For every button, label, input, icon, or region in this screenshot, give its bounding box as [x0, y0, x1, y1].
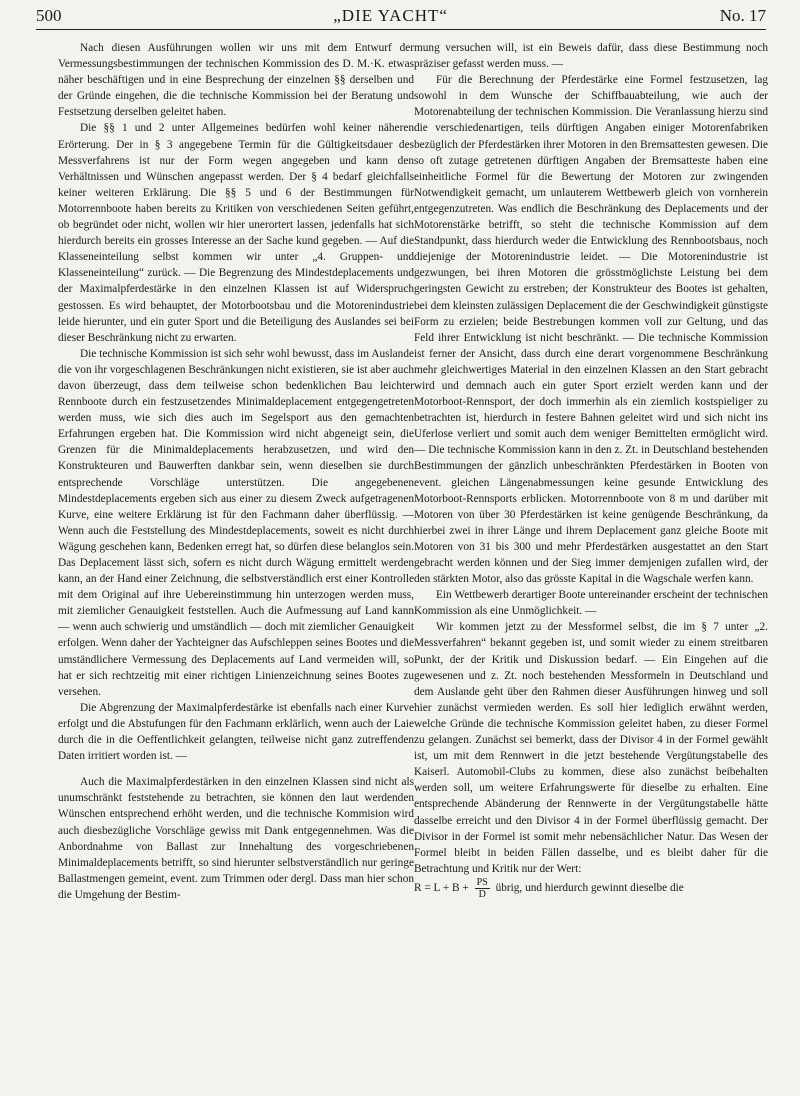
paragraph: Auch die Maximalpferdestärken in den einzelnen Klassen sind nicht als unumschränkt feststehende zu betrachten, sie können den laut werdenden Wünschen entsprechend erhöht werden, und die technische Kommision wird auch diesbezügliche Vorschläge gewiss mit Dank entgegennehmen. Was die Anbordnahme von Ballast zur Innehaltung des vorgeschriebenen Minimaldeplacements betrifft, so sind hierunter selbstverständlich nur geringe Ballastmengen gemeint, event. zum Trimmen oder dergl. Dass man hier schon die Umgehung der Bestim- [58, 776, 414, 901]
paragraph: Die §§ 1 und 2 unter Allgemeines bedürfen wohl keiner näheren Erörterung. Der in § 3 angegebene Termin für die Gültigkeitsdauer des Messverfahrens ist nur der Form wegen angegeben und kann den Verhältnissen und Wünschen angepasst werden. Der § 4 bedarf gleichfalls keiner weiteren Erklärung. Die §§ 5 und 6 der Bestimmungen für Motorrennboote haben bereits zu Kritiken von verschiedenen Seiten geführt, ob begründet oder nicht, wollen wir hier unerortert lassen, jedenfalls hat sich hierdurch bereits ein grosses Interesse an der Sache kund gegeben. — Auf die Klasseneinteilung selbst kommen wir unter „4. Gruppen- und Klasseneinteilung“ zurück. — Die Begrenzung des Mindestdeplacements und der Maximalpferdestärke in den einzelnen Klassen ist auf Widerspruch gestossen. Es wird behauptet, der Motorbootsbau und die Motorenindustrie leide hierunter, und ein guter Sport und die Beteiligung des Auslandes sei bei dieser Beschränkung nicht zu erwarten. [58, 122, 414, 344]
right-column [414, 40, 768, 900]
left-column [58, 40, 414, 903]
paragraph: Die Abgrenzung der Maximalpferdestärke ist ebenfalls nach einer Kurve erfolgt und die Abstufungen für den Fachmann erklärlich, wenn auch der Laie durch die in die Oeffentlichkeit gelangten, teilweise nicht ganz zutreffenden Daten irritiert worden ist. — [58, 701, 414, 763]
formula-lhs: R = L + B + [414, 881, 469, 894]
page-number: 500 [36, 6, 62, 25]
paragraph: mung versuchen will, ist ein Beweis dafür, dass diese Bestimmung noch präziser gefasst werden muss. — [414, 42, 768, 71]
paragraph: Für die Berechnung der Pferdestärke eine Formel festzusetzen, lag sowohl in dem Wunsche der Schiffbauabteilung, wie auch der Motorenabteilung der technischen Kommission. Die Veranlassung hierzu sind die verschiedenartigen, teils dürftigen Angaben einiger Motorenfabriken bezüglich der Pferdestärken ihrer Motoren in den Bremsattesten gewesen. Die so oft zutage getretenen dürftigen Angaben der Bremsatteste haben eine einheitliche Formel für die Bewertung der Motoren zur zwingenden Notwendigkeit gemacht, um unlauterem Wettbewerb gleich von vornherein entgegenzutreten. Was endlich die Beschränkung des Deplacements und der Motorenstärke betrifft, so steht die technische Kommission auf dem Standpunkt, dass hierdurch weder die Entwicklung des Rennbootsbaus, noch diejenige der Motorenindustrie leidet. — Die Motorenindustrie ist gezwungen, bei ihren Motoren die grösstmöglichste Leistung bei dem geringsten Gewicht zu erstreben; der Konstrukteur des Bootes ist gehalten, bei dem kleinsten zulässigen Deplacement die der Geschwindigkeit günstigste Form zu erzielen; beide Bestrebungen kommen voll zur Geltung, und das Feld ihrer Entwicklung ist nicht beschränkt. — Die technische Kommission ist ferner der Ansicht, dass durch eine derart vorgenommene Beschränkung mehr gleichwertiges Material in den einzelnen Klassen an den Start gebracht wird und demnach auch ein guter Sport erzielt werden kann und der Motorboot-Rennsport, der doch immerhin als ein ziemlich kostspieliger zu betrachten ist, hierdurch in festere Bahnen geleitet wird und sich nicht ins Uferlose verliert und somit auch dem weniger Bemittelten ermöglicht wird. — Die technische Kommission kann in den z. Zt. in Deutschland bestehenden Bestimmungen der gänzlich unbeschränkten Pferdestärken in Booten von event. gleichen Längenabmessungen keine gesunde Entwicklung des Motorboot-Rennsports erblicken. Motorrennboote von 8 m und darüber mit Motoren von über 30 Pferdestärken ist keine genügende Beschränkung, da hierbei zwei in ihrer Länge und ihrem Deplacement ganz gleiche Boote mit Motoren von 31 bis 300 und mehr Pferdestärken ausgestattet an den Start gebracht werden können und der Sieg immer demjenigen zufallen wird, der den stärkten Motor, also das grösste Kapital in die Wagschale werfen kann. [414, 74, 768, 586]
formula-numerator: PS [476, 876, 488, 888]
paragraph: Nach diesen Ausführungen wollen wir uns mit dem Entwurf der Vermessungsbestimmungen der technischen Kommission des D. M.·K. etwas näher beschäftigen und in eine Besprechung der einzelnen §§ derselben und der Gründe eingehen, die die technische Kommission bei der Beratung und Festsetzung derselben geleitet haben. [58, 42, 414, 119]
header-rule [36, 29, 766, 30]
formula-fraction [475, 877, 490, 900]
formula-denominator: D [478, 888, 486, 900]
journal-title: „DIE YACHT“ [333, 6, 448, 25]
formula-tail: übrig, und hierdurch gewinnt dieselbe die [495, 881, 684, 894]
paragraph: Ein Wettbewerb derartiger Boote untereinander erscheint der technischen Kommission als eine Unmöglichkeit. — [414, 589, 768, 618]
formula-line [414, 877, 768, 900]
paragraph: Wir kommen jetzt zu der Messformel selbst, die im § 7 unter „2. Messverfahren“ bekannt gegeben ist, und somit wieder zu einem streitbaren Punkt, der der Kritik und Diskussion bedarf. — Ein Eingehen auf die gewesenen und z. Zt. noch bestehenden Messformeln in Deutschland und dem Auslande geht über den Rahmen dieser Ausführungen hinweg und soll hier zunächst vermieden werden. Es soll hier lediglich erwähnt werden, welche Gründe die technische Kommission geleitet haben, zu dieser Formel zu gelangen. Zunächst sei bemerkt, dass der Divisor 4 in der Formel gewählt ist, um mit dem Rennwert in die jetzt bestehende Vergütungstabelle des Kaiserl. Automobil-Clubs zu kommen, diese also zunächst beibehalten werden soll, um weitere Erfahrungswerte für dieselbe zu erhalten. Eine entsprechende Abänderung der Rennwerte in der Vergütungstabelle hätte dasselbe erreicht und den Divisor 4 in der Formel überflüssig gemacht. Der Divisor in der Formel ist somit mehr nebensächlicher Natur. Das Wesen der Formel bleibt in beiden Fällen dasselbe, und es bleibt daher für die Betrachtung und Kritik nur der Wert: [414, 621, 768, 875]
issue-number: No. 17 [719, 6, 766, 25]
paragraph: Die technische Kommission ist sich sehr wohl bewusst, dass im Auslande die von ihr vorgeschlagenen Beschränkungen nicht existieren, sie ist aber auch davon überzeugt, dass dem teilweise schon bedenklichen Bau leichter Rennboote durch ein festzusetzendes Minimaldeplacement entgegengetreten werden muss, wie sich dies auch im Segelsport aus den gemachten Erfahrungen ergeben hat. Die Kommission wird nicht abgeneigt sein, die Grenzen für die Minimaldeplacements herabzusetzen, und wird den Konstrukteuren und Bauwerften dankbar sein, wenn dieselben sie durch entsprechende Vorschläge unterstützen. Die angegebenen Mindestdeplacements ergeben sich aus einer zu diesem Zweck aufgetragenen Kurve, eine weitere Erklärung ist für den Fachmann daher überflüssig. — Wenn auch die Feststellung des Mindestdeplacements, soweit es nicht durch Wägung geschehen kann, Bedenken erregt hat, so dürfen diese belanglos sein. Das Deplacement lässt sich, sofern es nicht durch Wägung ermittelt werden kann, an der Hand einer Zeichnung, die selbstverständlich erst einer Kontrolle mit dem Original auf ihre Uebereinstimmung hin unterzogen werden muss, mit ziemlicher Genauigkeit feststellen. Auch die Aufmessung auf Land kann — wenn auch schwierig und umständlich — doch mit ziemlicher Genauigkeit erfolgen. Wenn daher der Yachteigner das Aufschleppen seines Bootes und die umständlichere Vermessung des Deplacements auf Land vermeiden will, so hat er sich rechtzeitig mit einer richtigen Linienzeichnung seines Bootes zu versehen. [58, 347, 414, 698]
